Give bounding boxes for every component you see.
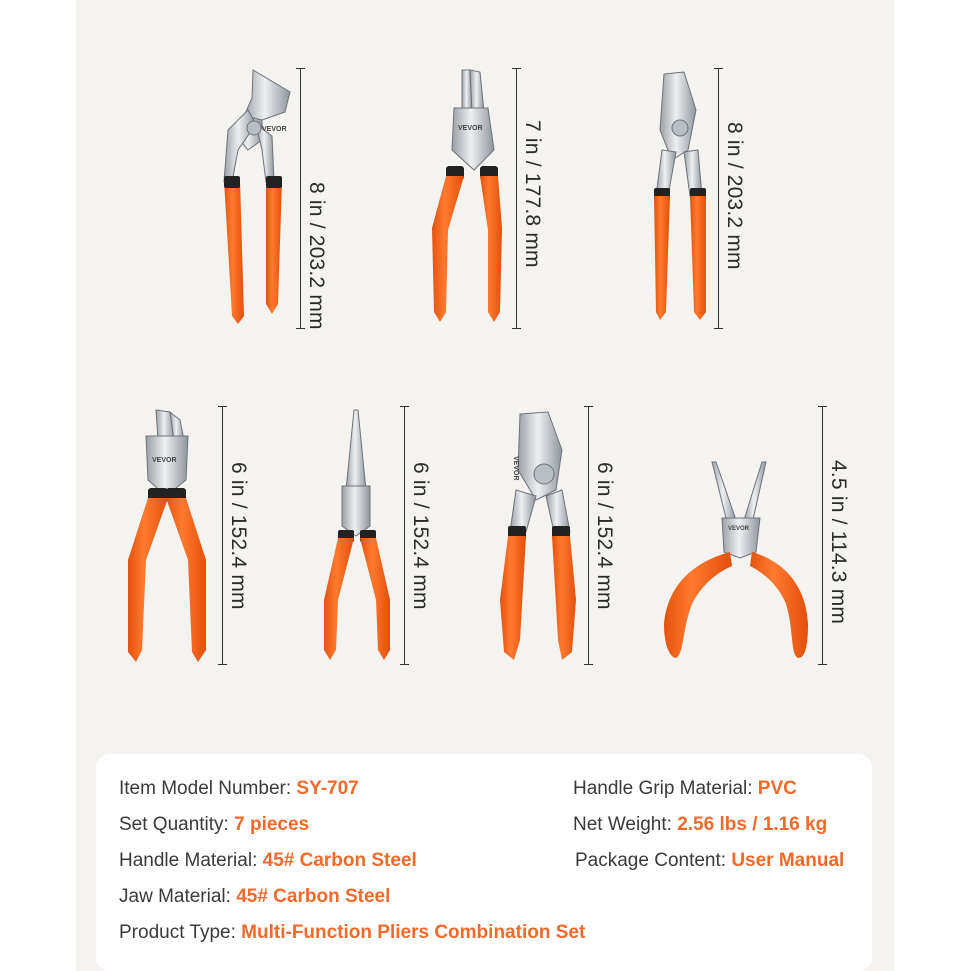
dimension-label: 6 in / 152.4 mm: [409, 462, 432, 610]
dimension-label: 8 in / 203.2 mm: [305, 182, 328, 330]
spec-value: 7 pieces: [234, 814, 310, 835]
spec-product-type: [119, 922, 585, 944]
spec-value: 45# Carbon Steel: [236, 886, 391, 907]
spec-value: 2.56 lbs / 1.16 kg: [677, 814, 828, 835]
spec-label: Product Type:: [119, 922, 242, 943]
spec-value: SY-707: [296, 778, 359, 799]
diagonal-cutting-pliers: [128, 410, 206, 662]
spec-value: User Manual: [731, 850, 845, 871]
tool-brand: VEVOR: [728, 526, 750, 532]
tool-brand: VEVOR: [152, 457, 177, 464]
long-nose-pliers: [324, 410, 390, 660]
spec-label: Set Quantity:: [119, 814, 235, 835]
spec-handle-material: [119, 850, 417, 872]
spec-grip-material: [573, 778, 797, 800]
spec-quantity: [119, 814, 309, 836]
groove-joint-pliers: [224, 70, 290, 324]
spec-net-weight: [573, 814, 827, 836]
spec-label: Item Model Number:: [119, 778, 297, 799]
spec-package-content: [575, 850, 844, 872]
spec-label: Handle Grip Material:: [573, 778, 758, 799]
spec-value: PVC: [757, 778, 797, 799]
specs-card: [96, 754, 872, 971]
slip-joint-pliers-8in: [654, 72, 706, 320]
dimension-label: 4.5 in / 114.3 mm: [827, 460, 850, 625]
spec-label: Jaw Material:: [119, 886, 237, 907]
dimension-label: 8 in / 203.2 mm: [723, 122, 746, 270]
dimension-label: 7 in / 177.8 mm: [521, 120, 544, 268]
tool-brand: VEVOR: [512, 456, 519, 481]
tool-brand: VEVOR: [262, 126, 287, 133]
spec-model: [119, 778, 359, 800]
dimension-label: 6 in / 152.4 mm: [227, 462, 250, 610]
spec-jaw-material: [119, 886, 390, 908]
slip-joint-pliers-6in: [500, 412, 576, 660]
spec-label: Net Weight:: [573, 814, 678, 835]
dimension-label: 6 in / 152.4 mm: [593, 462, 616, 610]
linesman-pliers: [432, 70, 502, 322]
spec-label: Handle Material:: [119, 850, 263, 871]
spec-value: Multi-Function Pliers Combination Set: [241, 922, 586, 943]
tool-brand: VEVOR: [458, 125, 483, 132]
spec-label: Package Content:: [575, 850, 732, 871]
spec-value: 45# Carbon Steel: [262, 850, 417, 871]
mini-needle-nose-pliers: [664, 462, 808, 658]
